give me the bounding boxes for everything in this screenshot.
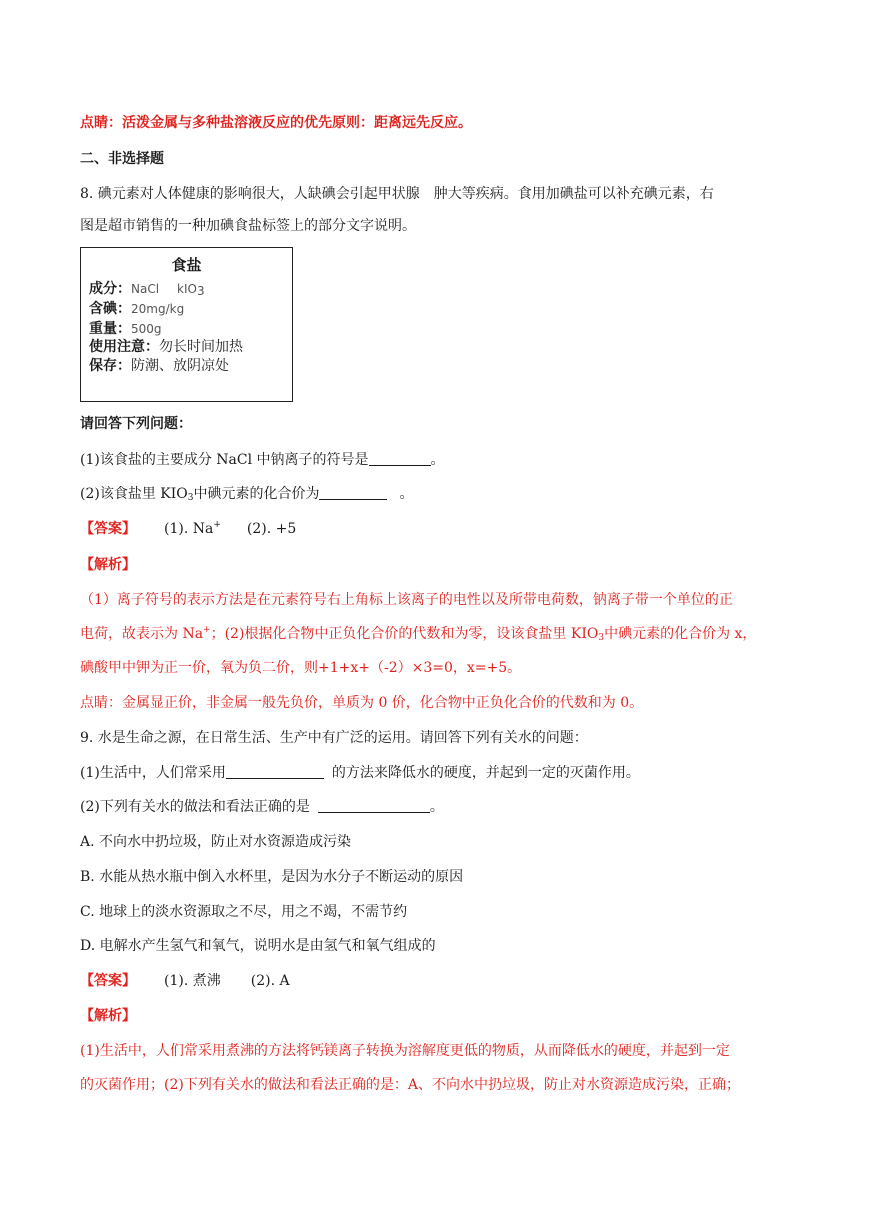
q9-analysis-line-1: (1)生活中，人们常采用煮沸的方法将钙镁离子转换为溶解度更低的物质，从而降低水的硬度，并起到一定: [80, 1043, 730, 1059]
answer-blank: [319, 485, 387, 500]
q8-tip: 点睛：金属显正价，非金属一般先负价，单质为 0 价，化合物中正负化合价的代数和为 0。: [80, 695, 644, 711]
q8-sub-question-1: (1)该食盐的主要成分 NaCl 中钠离子的符号是 。: [80, 452, 445, 468]
q8-prompt: 请回答下列问题：: [80, 416, 192, 432]
q9-analysis-tag: 【解析】: [80, 1008, 136, 1024]
answer-blank: [369, 451, 431, 466]
label-weight: 重量：500g: [89, 321, 162, 337]
q8-analysis-line-3: 碘酸甲中钾为正一价，氧为负二价，则+1+x+（-2）×3=0，x=+5。: [80, 660, 522, 676]
q9-analysis-line-2: 的灭菌作用；(2)下列有关水的做法和看法正确的是：A、不向水中扔垃圾，防止对水资源造成污染，正确；: [80, 1077, 740, 1093]
q8-analysis-tag: 【解析】: [80, 557, 136, 573]
q8-analysis-line-2: 电荷，故表示为 Na+；(2)根据化合物中正负化合价的代数和为零，设该食盐里 $KIO_3$中碘元素的化合价为 x，: [80, 625, 757, 643]
q9-option-c: C. 地球上的淡水资源取之不尽，用之不竭，不需节约: [80, 904, 408, 920]
q9-sub-question-1: (1)生活中，人们常采用 的方法来降低水的硬度，并起到一定的灭菌作用。: [80, 765, 640, 781]
q8-text-line-1: 8. 碘元素对人体健康的影响很大，人缺碘会引起甲状腺 肿大等疾病。食用加碘盐可以补充碘元素，右: [80, 186, 714, 202]
label-title: 食盐: [171, 256, 202, 274]
salt-label-image: [80, 247, 293, 402]
label-iodine: 含碘：20mg/kg: [89, 301, 185, 317]
answer-blank: [318, 798, 430, 813]
q9-sub-question-2: (2)下列有关水的做法和看法正确的是 。: [80, 799, 444, 815]
q8-text-line-2: 图是超市销售的一种加碘食盐标签上的部分文字说明。: [80, 218, 416, 234]
q9-text-line-1: 9. 水是生命之源，在日常生活、生产中有广泛的运用。请回答下列有关水的问题：: [80, 730, 588, 746]
label-usage: 使用注意：勿长时间加热: [89, 339, 243, 355]
q8-analysis-line-1: （1）离子符号的表示方法是在元素符号右上角标上该离子的电性以及所带电荷数，钠离子带一个单位的正: [80, 592, 733, 608]
q9-option-a: A. 不向水中扔垃圾，防止对水资源造成污染: [80, 834, 352, 850]
label-storage: 保存：防潮、放阴凉处: [89, 358, 229, 374]
section-title: 二、非选择题: [80, 151, 164, 167]
answer-blank: [226, 764, 324, 779]
q9-option-d: D. 电解水产生氢气和氧气，说明水是由氢气和氧气组成的: [80, 938, 436, 954]
label-ingredients: 成分：NaCl kIO$_3$: [89, 281, 205, 298]
q9-answer: 【答案】 (1). 煮沸 (2). A: [80, 973, 290, 989]
tip-paragraph: 点睛：活泼金属与多种盐溶液反应的优先原则：距离远先反应。: [80, 115, 472, 131]
q8-sub-question-2: (2)该食盐里 $KIO_3$中碘元素的化合价为 。: [80, 486, 414, 503]
q8-answer: 【答案】 (1). Na+ (2). +5: [80, 520, 297, 537]
q9-option-b: B. 水能从热水瓶中倒入水杯里，是因为水分子不断运动的原因: [80, 869, 464, 885]
